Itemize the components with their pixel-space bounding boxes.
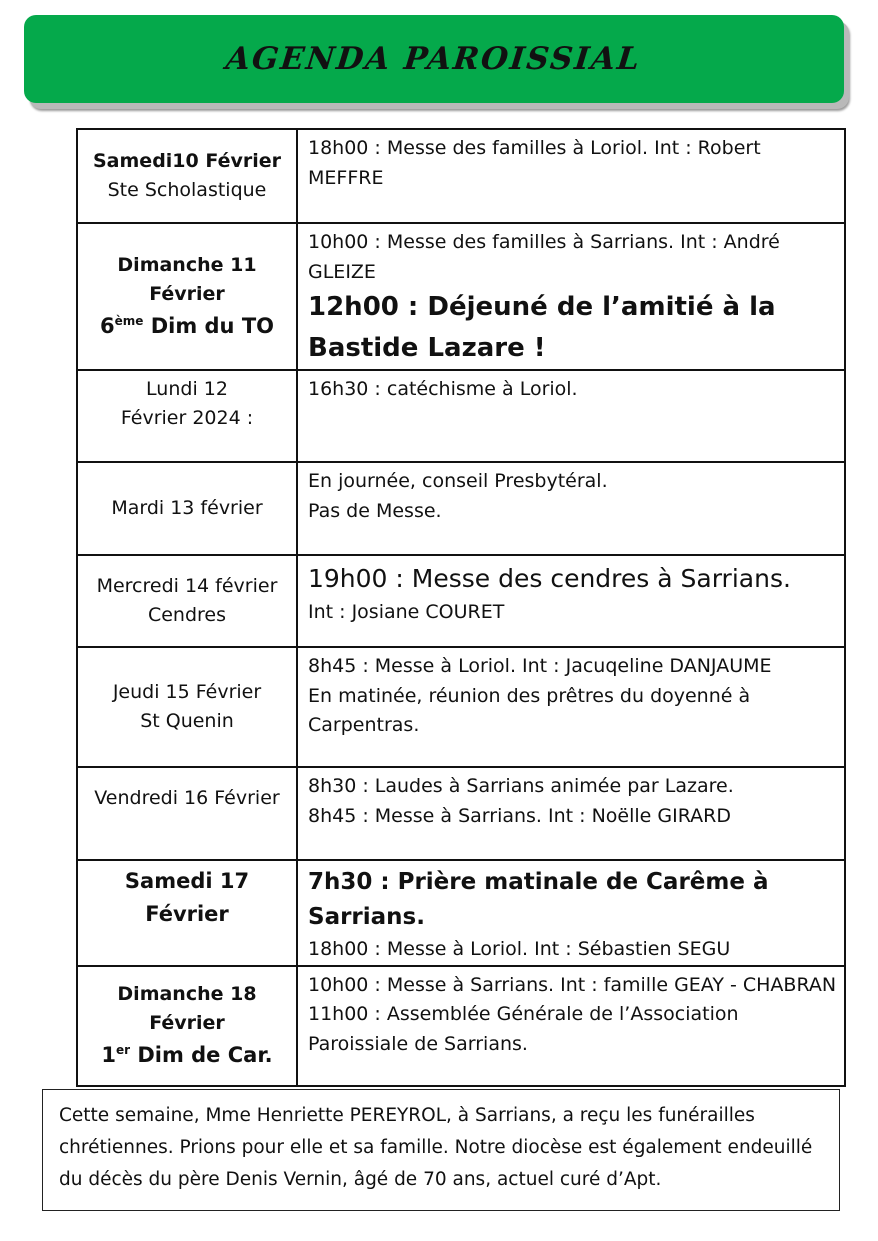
page-title: AGENDA PAROISSIAL xyxy=(224,41,644,77)
sunday-number: 1 xyxy=(101,1042,116,1067)
event-line: 8h45 : Messe à Loriol. Int : Jacuqeline DANJAUME xyxy=(308,655,772,677)
saint-name: Ste Scholastique xyxy=(107,179,267,201)
day-name: Jeudi 15 Février xyxy=(112,681,262,703)
day-cell xyxy=(77,767,297,860)
event-line: 8h30 : Laudes à Sarrians animée par Lazare. xyxy=(308,775,734,797)
day-name: Mardi 13 février xyxy=(111,497,263,519)
day-name: Vendredi 16 Février xyxy=(94,787,280,809)
day-month: Février xyxy=(149,282,225,305)
events-cell xyxy=(297,555,845,647)
day-cell xyxy=(77,129,297,223)
event-line: 16h30 : catéchisme à Loriol. xyxy=(308,378,578,400)
table-row xyxy=(77,767,845,860)
events-cell xyxy=(297,462,845,555)
events-cell xyxy=(297,129,845,223)
day-month: Février xyxy=(149,1011,225,1034)
day-cell xyxy=(77,860,297,966)
day-cell xyxy=(77,370,297,462)
table-row xyxy=(77,860,845,966)
event-line: 18h00 : Messe des familles à Loriol. Int : Robert MEFFRE xyxy=(308,137,761,189)
day-cell xyxy=(77,647,297,767)
day-name: Samedi10 Février xyxy=(93,150,281,172)
day-name: Mercredi 14 février xyxy=(96,575,278,597)
events-cell xyxy=(297,647,845,767)
day-month: Février xyxy=(145,902,229,926)
agenda-table xyxy=(76,128,846,1087)
events-cell xyxy=(297,966,845,1086)
events-cell xyxy=(297,223,845,370)
table-row xyxy=(77,223,845,370)
saint-name: St Quenin xyxy=(140,710,234,732)
event-line: 10h00 : Messe des familles à Sarrians. Int : André GLEIZE xyxy=(308,231,780,283)
table-row xyxy=(77,555,845,647)
ordinal-suffix: ème xyxy=(114,313,144,328)
day-name: Dimanche 11 xyxy=(117,253,257,276)
table-row xyxy=(77,129,845,223)
liturgical-label: Dim du TO xyxy=(143,313,274,338)
announcement-box: Cette semaine, Mme Henriette PEREYROL, à Sarrians, a reçu les funérailles chrétiennes. Prions pour elle et sa famille. Notre diocèse est également endeuillé du décès du père Denis Vernin, âgé de 70 ans, actuel curé d’Apt. xyxy=(42,1089,840,1211)
event-line: 8h45 : Messe à Sarrians. Int : Noëlle GIRARD xyxy=(308,804,731,827)
events-cell xyxy=(297,860,845,966)
event-line: En matinée, réunion des prêtres du doyenné à Carpentras. xyxy=(308,684,751,736)
events-cell xyxy=(297,370,845,462)
event-line: En journée, conseil Presbytéral. xyxy=(308,470,608,492)
day-name: Lundi 12 xyxy=(146,378,228,400)
event-line: 18h00 : Messe à Loriol. Int : Sébastien SEGU xyxy=(308,938,731,960)
event-line: Int : Josiane COURET xyxy=(308,601,505,623)
event-highlight: 19h00 : Messe des cendres à Sarrians. xyxy=(308,564,791,593)
day-cell xyxy=(77,462,297,555)
header-banner xyxy=(24,15,844,103)
events-cell xyxy=(297,767,845,860)
day-date: Février 2024 : xyxy=(120,407,254,429)
day-name: Dimanche 18 xyxy=(117,982,257,1005)
table-row xyxy=(77,370,845,462)
event-line: 11h00 : Assemblée Générale de l’Association Paroissiale de Sarrians. xyxy=(308,1003,739,1055)
liturgical-label: Dim de Car. xyxy=(130,1042,273,1067)
table-row xyxy=(77,647,845,767)
event-highlight: 12h00 : Déjeuné de l’amitié à la Bastide Lazare ! xyxy=(308,292,776,363)
day-name: Samedi 17 xyxy=(124,869,250,893)
day-cell xyxy=(77,966,297,1086)
day-cell xyxy=(77,223,297,370)
day-cell xyxy=(77,555,297,647)
table-row xyxy=(77,966,845,1086)
event-line: Pas de Messe. xyxy=(308,499,442,522)
event-highlight: 7h30 : Prière matinale de Carême à Sarrians. xyxy=(308,869,769,930)
sunday-number: 6 xyxy=(99,313,115,338)
table-row xyxy=(77,462,845,555)
event-line: 10h00 : Messe à Sarrians. Int : famille GEAY - CHABRAN xyxy=(308,973,837,996)
liturgical-label: Cendres xyxy=(147,604,227,626)
ordinal-suffix: er xyxy=(115,1042,131,1057)
